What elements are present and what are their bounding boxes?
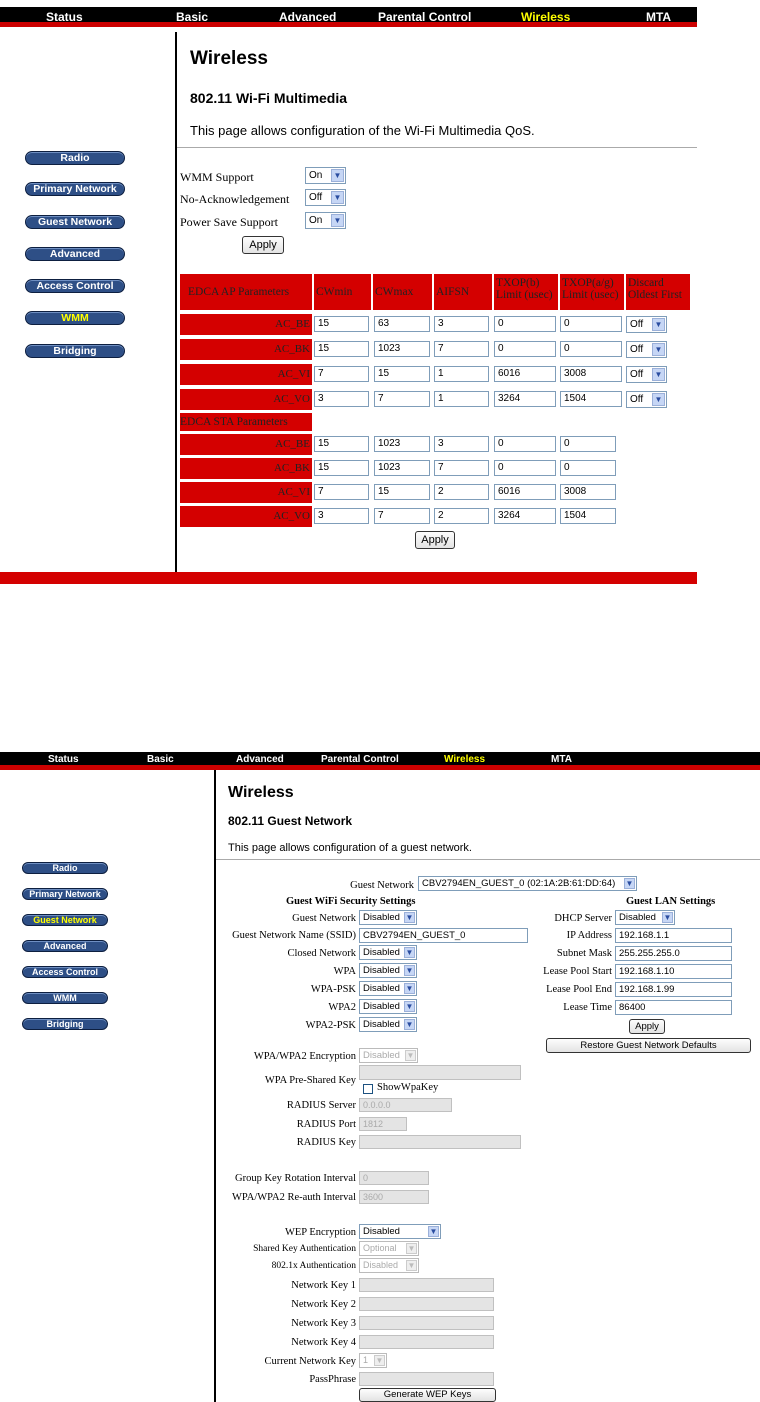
lease-time-input[interactable]: 86400 [615, 1000, 732, 1015]
current-key-select[interactable]: 1 ▼ [359, 1353, 387, 1368]
sidebar-item-access-control[interactable]: Access Control [25, 279, 125, 293]
sta-txop-ag-input[interactable]: 0 [560, 460, 616, 476]
network-key-4-label: Network Key 4 [291, 1337, 356, 1348]
psk-label: WPA Pre-Shared Key [264, 1075, 356, 1086]
sta-txop-b-input[interactable]: 6016 [494, 484, 556, 500]
chevron-down-icon: ▼ [331, 214, 344, 227]
page-subtitle: 802.11 Guest Network [228, 814, 353, 828]
x-auth-label: 802.1x Authentication [271, 1261, 356, 1271]
page-description: This page allows configuration of the Wi-Fi Multimedia QoS. [190, 123, 535, 138]
lan-apply-button[interactable]: Apply [629, 1019, 665, 1034]
nav-basic[interactable]: Basic [176, 10, 209, 24]
power-save-select[interactable]: On ▼ [305, 212, 346, 229]
wpa-select[interactable]: Disabled ▼ [359, 963, 417, 978]
passphrase-input[interactable] [359, 1372, 494, 1386]
ap-row-name: AC_VO [180, 389, 312, 410]
network-key-1-label: Network Key 1 [291, 1280, 356, 1291]
ap-aifsn-input[interactable]: 1 [434, 366, 489, 382]
chevron-down-icon: ▼ [652, 393, 665, 406]
radius-port-input[interactable]: 1812 [359, 1117, 407, 1131]
nav-advanced[interactable]: Advanced [279, 10, 337, 24]
sta-aifsn-input[interactable]: 2 [434, 508, 489, 524]
wpa-psk-label: WPA-PSK [310, 984, 356, 995]
content-divider [175, 32, 177, 572]
show-wpa-key-label: ShowWpaKey [377, 1082, 439, 1093]
nav-advanced[interactable]: Advanced [236, 754, 284, 765]
ap-txop-ag-input[interactable]: 1504 [560, 391, 622, 407]
chevron-down-icon: ▼ [331, 191, 344, 204]
chevron-down-icon: ▼ [375, 1356, 384, 1365]
sta-cwmax-input[interactable]: 1023 [374, 460, 430, 476]
chevron-down-icon: ▼ [405, 966, 414, 975]
no-ack-label: No-Acknowledgement [180, 192, 290, 206]
encryption-select[interactable]: Disabled ▼ [359, 1048, 418, 1063]
radius-port-label: RADIUS Port [296, 1119, 356, 1130]
radius-server-label: RADIUS Server [286, 1100, 356, 1111]
apply-button[interactable]: Apply [242, 236, 284, 254]
chevron-down-icon: ▼ [652, 318, 665, 331]
dhcp-server-select[interactable]: Disabled ▼ [615, 910, 675, 925]
col-cwmax: CWmax [373, 274, 432, 310]
ap-row-name: AC_VI [180, 364, 312, 385]
ap-aifsn-input[interactable]: 7 [434, 341, 489, 357]
sta-row-name: AC_VO [180, 506, 312, 527]
col-txop-b: TXOP(b) Limit (usec) [494, 274, 558, 310]
lease-pool-end-label: Lease Pool End [546, 984, 612, 995]
sidebar-item-bridging[interactable]: Bridging [25, 344, 125, 358]
sta-cwmin-input[interactable]: 15 [314, 460, 369, 476]
ap-txop-b-input[interactable]: 6016 [494, 366, 556, 382]
network-key-1-input[interactable] [359, 1278, 494, 1292]
lease-pool-end-input[interactable]: 192.168.1.99 [615, 982, 732, 997]
wpa-label: WPA [333, 966, 356, 977]
ap-discard-select[interactable]: Off ▼ [626, 341, 667, 358]
lan-heading: Guest LAN Settings [626, 896, 716, 907]
sta-cwmax-input[interactable]: 7 [374, 508, 430, 524]
nav-parental-control[interactable]: Parental Control [378, 10, 472, 24]
edca-ap-header: EDCA AP Parameters [180, 274, 312, 310]
nav-basic[interactable]: Basic [147, 754, 174, 765]
subnet-mask-label: Subnet Mask [556, 948, 612, 959]
subnet-mask-input[interactable]: 255.255.255.0 [615, 946, 732, 961]
group-key-interval-input[interactable]: 0 [359, 1171, 429, 1185]
ap-txop-b-input[interactable]: 3264 [494, 391, 556, 407]
nav-wireless[interactable]: Wireless [444, 754, 486, 765]
col-discard: Discard Oldest First [626, 274, 690, 310]
lease-pool-start-label: Lease Pool Start [543, 966, 612, 977]
guest-network-selector-label: Guest Network [350, 880, 414, 891]
ip-address-input[interactable]: 192.168.1.1 [615, 928, 732, 943]
group-key-interval-label: Group Key Rotation Interval [234, 1173, 356, 1184]
network-key-2-input[interactable] [359, 1297, 494, 1311]
sta-cwmin-input[interactable]: 15 [314, 436, 369, 452]
sta-txop-ag-input[interactable]: 1504 [560, 508, 616, 524]
chevron-down-icon: ▼ [405, 913, 414, 922]
chevron-down-icon: ▼ [331, 169, 344, 182]
ap-cwmax-input[interactable]: 15 [374, 366, 430, 382]
reauth-interval-label: WPA/WPA2 Re-auth Interval [231, 1192, 356, 1203]
closed-network-label: Closed Network [287, 948, 356, 959]
dhcp-server-label: DHCP Server [554, 913, 612, 924]
page-title: Wireless [228, 784, 294, 801]
wpa2-label: WPA2 [328, 1002, 356, 1013]
show-wpa-key-checkbox[interactable] [363, 1084, 373, 1094]
sidebar-item-advanced[interactable]: Advanced [25, 247, 125, 261]
top-nav-bar [0, 7, 697, 27]
sta-aifsn-input[interactable]: 2 [434, 484, 489, 500]
sidebar-item-wmm[interactable]: WMM [25, 311, 125, 325]
ap-discard-select[interactable]: Off ▼ [626, 366, 667, 383]
ap-txop-ag-input[interactable]: 0 [560, 316, 622, 332]
chevron-down-icon: ▼ [625, 879, 634, 888]
sta-cwmax-input[interactable]: 1023 [374, 436, 430, 452]
guest-network-select[interactable]: Disabled ▼ [359, 910, 417, 925]
wep-encryption-label: WEP Encryption [284, 1227, 356, 1238]
chevron-down-icon: ▼ [405, 1002, 414, 1011]
chevron-down-icon: ▼ [405, 984, 414, 993]
sidebar-item-guest-network[interactable]: Guest Network [22, 914, 108, 926]
closed-network-select[interactable]: Disabled ▼ [359, 945, 417, 960]
sta-txop-ag-input[interactable]: 0 [560, 436, 616, 452]
restore-defaults-button[interactable]: Restore Guest Network Defaults [546, 1038, 751, 1053]
chevron-down-icon: ▼ [405, 948, 414, 957]
sta-row-name: AC_BE [180, 434, 312, 455]
divider [177, 147, 697, 148]
sidebar-item-radio[interactable]: Radio [22, 862, 108, 874]
sidebar-item-primary-network[interactable]: Primary Network [25, 182, 125, 196]
ap-row-name: AC_BK [180, 339, 312, 360]
page-description: This page allows configuration of a guest network. [228, 842, 472, 854]
ip-address-label: IP Address [566, 930, 612, 941]
wep-encryption-select[interactable]: Disabled ▼ [359, 1224, 441, 1239]
chevron-down-icon: ▼ [407, 1244, 416, 1253]
nav-wireless[interactable]: Wireless [521, 10, 571, 24]
nav-status[interactable]: Status [46, 10, 83, 24]
network-key-3-label: Network Key 3 [291, 1318, 356, 1329]
network-key-2-label: Network Key 2 [291, 1299, 356, 1310]
sta-txop-b-input[interactable]: 0 [494, 436, 556, 452]
ap-txop-b-input[interactable]: 0 [494, 341, 556, 357]
sidebar-item-bridging[interactable]: Bridging [22, 1018, 108, 1030]
passphrase-label: PassPhrase [309, 1374, 356, 1385]
sta-cwmin-input[interactable]: 7 [314, 484, 369, 500]
ssid-input[interactable]: CBV2794EN_GUEST_0 [359, 928, 528, 943]
sta-row-name: AC_VI [180, 482, 312, 503]
sidebar-item-advanced[interactable]: Advanced [22, 940, 108, 952]
page-title: Wireless [190, 48, 268, 69]
chevron-down-icon: ▼ [663, 913, 672, 922]
ap-cwmin-input[interactable]: 15 [314, 316, 369, 332]
sidebar-item-radio[interactable]: Radio [25, 151, 125, 165]
guest-network-label: Guest Network [292, 913, 356, 924]
chevron-down-icon: ▼ [407, 1261, 416, 1270]
encryption-label: WPA/WPA2 Encryption [253, 1051, 356, 1062]
lease-pool-start-input[interactable]: 192.168.1.10 [615, 964, 732, 979]
page-subtitle: 802.11 Wi-Fi Multimedia [190, 90, 348, 106]
radius-key-input[interactable] [359, 1135, 521, 1149]
radius-server-input[interactable]: 0.0.0.0 [359, 1098, 452, 1112]
divider [216, 859, 760, 860]
sta-aifsn-input[interactable]: 7 [434, 460, 489, 476]
current-key-label: Current Network Key [264, 1356, 356, 1367]
reauth-interval-input[interactable]: 3600 [359, 1190, 429, 1204]
no-ack-select[interactable]: Off ▼ [305, 189, 346, 206]
ap-txop-ag-input[interactable]: 3008 [560, 366, 622, 382]
sta-row-name: AC_BK [180, 458, 312, 479]
sta-cwmax-input[interactable]: 15 [374, 484, 430, 500]
wpa2-psk-label: WPA2-PSK [305, 1020, 356, 1031]
chevron-down-icon: ▼ [652, 343, 665, 356]
wmm-support-select[interactable]: On ▼ [305, 167, 346, 184]
ap-aifsn-input[interactable]: 3 [434, 316, 489, 332]
chevron-down-icon: ▼ [405, 1020, 414, 1029]
ap-row-name: AC_BE [180, 314, 312, 335]
nav-parental-control[interactable]: Parental Control [321, 754, 399, 765]
ap-cwmin-input[interactable]: 3 [314, 391, 369, 407]
ap-cwmin-input[interactable]: 15 [314, 341, 369, 357]
chevron-down-icon: ▼ [406, 1051, 415, 1060]
x-auth-select[interactable]: Disabled ▼ [359, 1258, 419, 1273]
chevron-down-icon: ▼ [652, 368, 665, 381]
col-txop-ag: TXOP(a/g) Limit (usec) [560, 274, 624, 310]
sta-txop-b-input[interactable]: 0 [494, 460, 556, 476]
sidebar-item-guest-network[interactable]: Guest Network [25, 215, 125, 229]
sidebar-item-access-control[interactable]: Access Control [22, 966, 108, 978]
nav-mta[interactable]: MTA [646, 10, 672, 24]
ap-cwmax-input[interactable]: 63 [374, 316, 430, 332]
psk-input[interactable] [359, 1065, 521, 1080]
guest-network-selector[interactable]: CBV2794EN_GUEST_0 (02:1A:2B:61:DD:64) ▼ [418, 876, 637, 891]
generate-wep-keys-button[interactable]: Generate WEP Keys [359, 1388, 496, 1402]
shared-key-auth-select[interactable]: Optional ▼ [359, 1241, 419, 1256]
sidebar-item-primary-network[interactable]: Primary Network [22, 888, 108, 900]
sta-cwmin-input[interactable]: 3 [314, 508, 369, 524]
ap-discard-select[interactable]: Off ▼ [626, 391, 667, 408]
ap-discard-select[interactable]: Off ▼ [626, 316, 667, 333]
ap-txop-b-input[interactable]: 0 [494, 316, 556, 332]
ap-cwmax-input[interactable]: 1023 [374, 341, 430, 357]
sta-aifsn-input[interactable]: 3 [434, 436, 489, 452]
sidebar-item-wmm[interactable]: WMM [22, 992, 108, 1004]
edca-sta-header: EDCA STA Parameters [180, 413, 312, 431]
network-key-3-input[interactable] [359, 1316, 494, 1330]
ap-aifsn-input[interactable]: 1 [434, 391, 489, 407]
ssid-label: Guest Network Name (SSID) [232, 930, 356, 941]
wmm-support-label: WMM Support [180, 170, 254, 184]
wpa2-select[interactable]: Disabled ▼ [359, 999, 417, 1014]
shared-key-auth-label: Shared Key Authentication [253, 1244, 356, 1254]
lease-time-label: Lease Time [563, 1002, 612, 1013]
wpa-psk-select[interactable]: Disabled ▼ [359, 981, 417, 996]
sta-txop-ag-input[interactable]: 3008 [560, 484, 616, 500]
nav-mta[interactable]: MTA [551, 754, 572, 765]
sta-txop-b-input[interactable]: 3264 [494, 508, 556, 524]
radius-key-label: RADIUS Key [296, 1137, 356, 1148]
chevron-down-icon: ▼ [429, 1227, 438, 1236]
nav-status[interactable]: Status [48, 754, 79, 765]
wpa2-psk-select[interactable]: Disabled ▼ [359, 1017, 417, 1032]
col-aifsn: AIFSN [434, 274, 492, 310]
apply-button[interactable]: Apply [415, 531, 455, 549]
ap-cwmin-input[interactable]: 7 [314, 366, 369, 382]
top-nav-bar [0, 752, 760, 770]
ap-txop-ag-input[interactable]: 0 [560, 341, 622, 357]
col-cwmin: CWmin [314, 274, 371, 310]
power-save-label: Power Save Support [180, 215, 278, 229]
network-key-4-input[interactable] [359, 1335, 494, 1349]
ap-cwmax-input[interactable]: 7 [374, 391, 430, 407]
footer-bar [0, 572, 697, 584]
security-heading: Guest WiFi Security Settings [286, 896, 416, 907]
